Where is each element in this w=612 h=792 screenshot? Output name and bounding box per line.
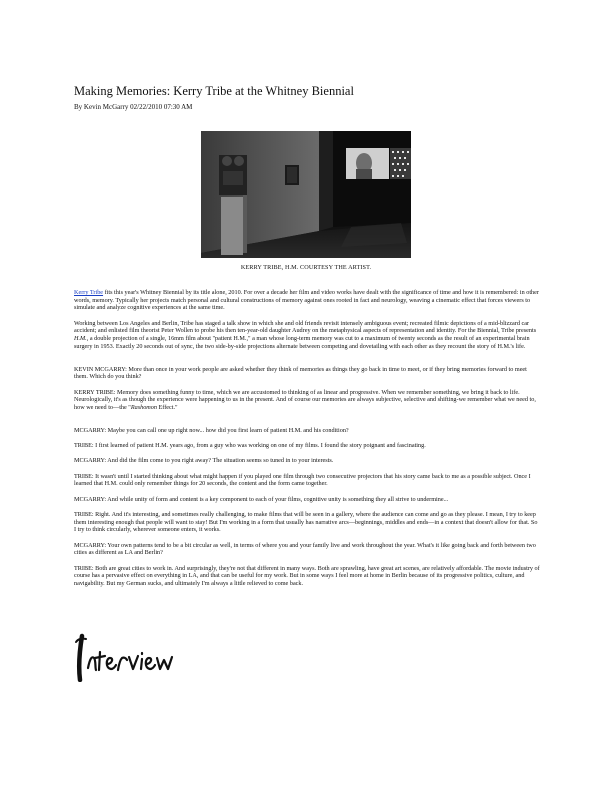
paragraph: MCGARRY: Your own patterns tend to be a bit circular as well, in terms of where you and your family live and work throughout the year. What's it like going back and forth between two cities as different as LA and Berlin? (74, 541, 536, 557)
paragraph-text: , a double projection of a single, 16mm film about "patient H.M.," a man whose long-term memory was cut to a maximum of twenty seconds as the result of an experimental brain surgery in 1953. Exactly 20 seconds out of sync, the two side-by-side projections alternate between competing and dovetailing with each other as they recount the story of H.M.'s life. (74, 335, 530, 350)
paragraph-text: fits this year's Whitney Biennial by its title alone, 2010. For over a decade her film and video works have dealt with the significance of time and how it is remembered: in other words, memory. Typically her projects match personal and cultural constructions of memory against ones rooted in fact and neurology, weaving a cinematic effect that forces viewers to simulate and analyze cognitive experiences at the same time. (74, 289, 539, 312)
film-title: Rashomon (130, 403, 157, 411)
article-title: Making Memories: Kerry Tribe at the Whitney Biennial (74, 84, 354, 98)
paragraph: TRIBE: It wasn't until I started thinking about what might happen if you played one film through two consecutive projectors that his story came back to me as a possible subject. Once I learned that H.M. could only remember things for 20 seconds, the content and the form came together. (74, 472, 531, 488)
interview-logo (74, 628, 192, 682)
paragraph (74, 389, 540, 412)
kerry-tribe-link[interactable]: Kerry Tribe (74, 289, 104, 296)
paragraph: MCGARRY: And while unity of form and content is a key component to each of your films, cognitive unity is something they all strive to undermine... (74, 495, 449, 503)
article-body (74, 289, 540, 595)
interview-magazine-logo-icon (74, 628, 192, 682)
paragraph (74, 320, 540, 351)
image-caption: KERRY TRIBE, H.M. COURTESY THE ARTIST. (240, 264, 372, 271)
paragraph: TRIBE: Right. And it's interesting, and sometimes really challenging, to make films that will be seen in a gallery, where the audience can come and go as they please. I mean, I try to keep them interesting enough that people will want to stay! But I'm working in a form that usually has narrative arcs—beginnings, middles and ends—in a context that doesn't allow for that. So I try to think circularly, wherever someone enters, it works. (74, 510, 538, 534)
article-byline: By Kevin McGarry 02/22/2010 07:30 AM (74, 103, 193, 111)
work-title: H.M. (74, 335, 87, 343)
paragraph: TRIBE: Both are great cities to work in. And surprisingly, they're not that different in many ways. Both are sprawling, have great art scenes, are relatively affordable. The movie industry of course has a pervasive effect on everything in LA, and that can be useful for my work. But in some ways I feel more at home in Berlin because of its progressive politics, culture, and navigability. But my German sucks, and ultimately I'm always a little relieved to come back. (74, 564, 540, 587)
paragraph: MCGARRY: Maybe you can call one up right now... how did you first learn of patient H.M. and his condition? (74, 426, 349, 434)
paragraph: MCGARRY: And did the film come to you right away? The situation seems so tuned in to your interests. (74, 457, 334, 465)
paragraph-text: Working between Los Angeles and Berlin, Tribe has staged a talk show in which she and old friends revisit intensely ambiguous event; recreated filmic depictions of a mid-blizzard car accident; and enlisted film theorist Peter Wollen to probe his then ten-year-old daughter Audrey on the metaphysical aspects of representation and identity. For the Biennial, Tribe presents (74, 319, 537, 335)
installation-photo (201, 131, 411, 258)
paragraph: KEVIN MCGARRY: More than once in your work people are asked whether they think of memories as things they go back in time to meet, or if they bring memories forward to meet them. Which do you think? (74, 365, 527, 381)
paragraph-text: KERRY TRIBE: Memory does something funny to time, which we are accustomed to thinking of as linear and progressive. When we remember something, we bring it back to life. Neurologically, it's as though the experience were happening to us in the present. And of course our memories are always subjective, selective and shifting-we remember what we need to, how we need to—the " (74, 388, 536, 411)
installation-photo-illustration (201, 131, 411, 258)
paragraph (74, 289, 540, 312)
paragraph: TRIBE: I first learned of patient H.M. years ago, from a guy who was working on one of my films. I found the story poignant and fascinating. (74, 441, 426, 449)
paragraph-text: Effect." (156, 403, 178, 411)
